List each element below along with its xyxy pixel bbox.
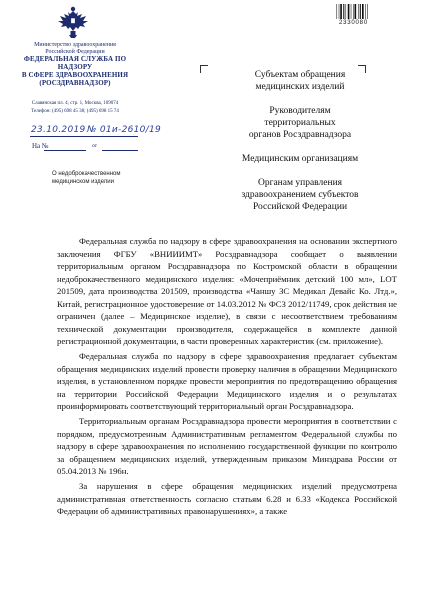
recipient-line: здравоохранением субъектов: [241, 190, 359, 200]
ministry-name: [8, 42, 142, 56]
recipient-group: [205, 153, 395, 165]
recipient-line: Российской Федерации: [252, 202, 348, 212]
registration-underline: [30, 136, 138, 137]
reference-date-label: от: [92, 143, 98, 149]
body-paragraph: Федеральная служба по надзору в сфере здравоохранения на основании экспертного заключения ФГБУ «ВНИИИМТ» Росздравнадзора сообщает о выявлении территориальным органом Росздравнадзора по Костромской области в обращении недоброкачественного медицинского изделия: «Мочеприёмник детский 100 мл», LOT 201509, дата производства 201509, производства «Чаншу ЗС Медикал Девайс Ко. Лтд.», Китай, регистрационное удостоверение от 14.03.2012 № ФСЗ 2012/11749, срок действия не ограничен (далее – Медицинское изделие), в связи с несоответствием требованиям технической документации производителя, содержащейся в комплекте данной регистрационной документации, в части проверенных характеристик (см. приложение).: [57, 236, 397, 346]
agency-phone: Телефон: (495) 698 45 38; (495) 698 15 74: [31, 109, 119, 114]
agency-line: (РОСЗДРАВНАДЗОР): [39, 79, 111, 88]
double-headed-eagle-icon: [55, 5, 91, 39]
barcode-number: 2330080: [339, 20, 368, 26]
reference-number-line: [44, 150, 86, 151]
registration-date: 23.10.2019: [31, 125, 86, 135]
reference-number-label: На №: [32, 142, 49, 150]
body-paragraph: Территориальным органам Росздравнадзора провести мероприятия в соответствии с порядком, предусмотренным Административным регламентом Федеральной службы по надзору в сфере здравоохранения по исполнению государственной функции по контролю за обращением медицинских изделий, утвержденным приказом Минздрава России от 05.04.2013 № 196н.: [57, 416, 397, 476]
agency-address: Славянская пл. 4, стр. 1, Москва, 109074: [31, 101, 119, 106]
reference-date-line: [102, 150, 138, 151]
recipient-group: [205, 105, 395, 141]
recipients-block: [205, 69, 395, 225]
body-paragraph: За нарушения в сфере обращения медицинских изделий предусмотрена административная ответственность согласно статьям 6.28 и 6.33 «Кодекса Российской Федерации об административных правонарушениях», а также: [57, 481, 397, 516]
letter-subject: [52, 170, 162, 186]
recipient-line: органов Росздравнадзора: [248, 130, 352, 140]
agency-line: В СФЕРЕ ЗДРАВООХРАНЕНИЯ: [21, 71, 129, 80]
recipient-line: Субъектам обращения: [254, 70, 346, 80]
ministry-line: Министерство здравоохранения: [34, 42, 116, 48]
subject-line: О недоброкачественном: [52, 171, 121, 177]
recipient-line: Органам управления: [257, 178, 343, 188]
recipient-group: [205, 69, 395, 93]
letter-body: [57, 235, 397, 520]
agency-line: ФЕДЕРАЛЬНАЯ СЛУЖБА ПО НАДЗОРУ: [23, 55, 127, 72]
barcode: [336, 4, 379, 19]
body-paragraph: Федеральная служба по надзору в сфере здравоохранения предлагает субъектам обращения медицинских изделий провести проверку наличия в обращении Медицинского изделия, в установленном порядке провести мероприятия по предотвращению обращения на территории Российской Федерации Медицинского изделия и о результатах проинформировать соответствующий территориальный орган Росздравнадзора.: [57, 351, 397, 411]
subject-line: медицинском изделии: [52, 179, 114, 186]
ministry-line: Российской Федерации: [45, 48, 105, 55]
recipient-line: территориальных: [264, 118, 336, 128]
recipient-line: медицинских изделий: [255, 82, 345, 92]
recipient-line: Руководителям: [269, 106, 331, 116]
recipient-line: Медицинским организациям: [241, 154, 359, 164]
recipient-group: [205, 177, 395, 213]
agency-name: [8, 55, 142, 87]
registration-number: № 01и-2610/19: [87, 125, 162, 135]
